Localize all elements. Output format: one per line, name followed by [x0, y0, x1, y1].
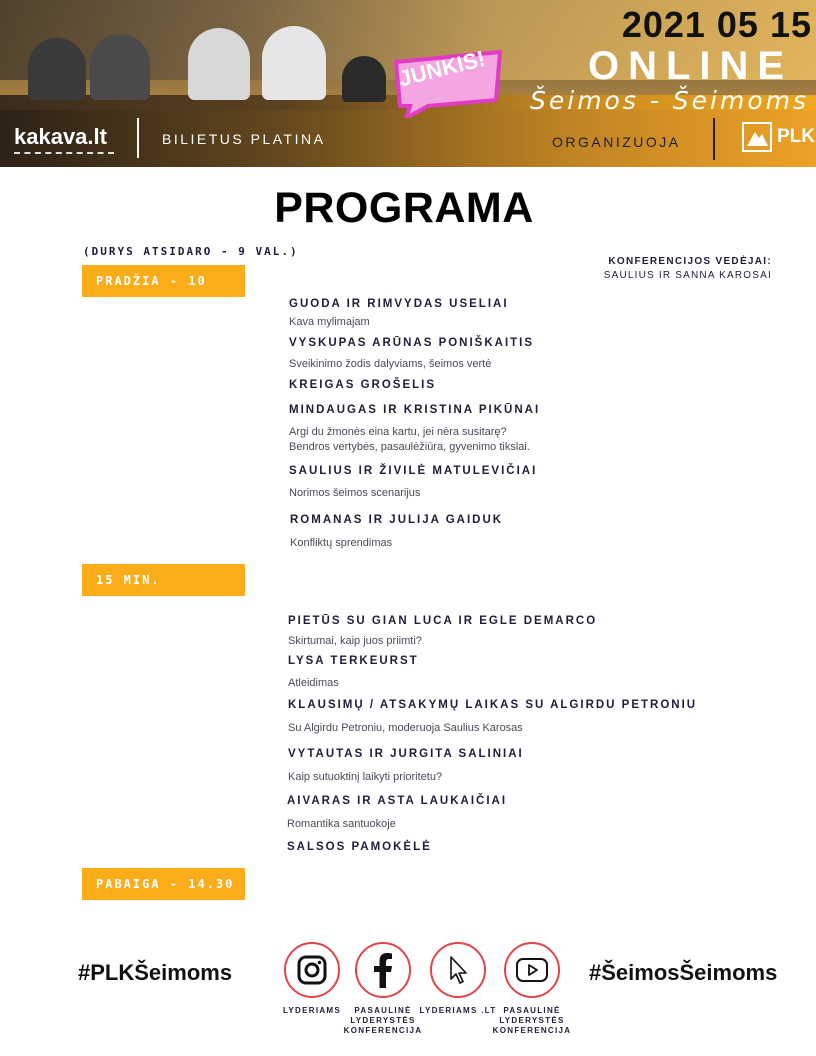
- session-speaker: MINDAUGAS IR KRISTINA PIKŪNAI: [289, 404, 541, 416]
- session-topic: Kaip sutuoktinį laikyti prioritetu?: [288, 771, 443, 783]
- event-date: 2021 05 15: [621, 4, 812, 45]
- youtube-link[interactable]: [504, 942, 560, 998]
- youtube-label: PASAULINĖ LYDERYSTĖS KONFERENCIJA: [492, 1006, 572, 1035]
- website-label: LYDERIAMS .LT: [419, 1006, 497, 1015]
- hashtag-left: #PLKŠeimoms: [78, 960, 233, 985]
- event-online: ONLINE: [588, 44, 794, 88]
- divider: [137, 118, 139, 158]
- shoe-image: [28, 38, 86, 100]
- session-speaker: SAULIUS IR ŽIVILĖ MATULEVIČIAI: [289, 465, 538, 477]
- end-time-badge: PABAIGA - 14.30 VAL.: [82, 868, 245, 900]
- session-topic: Argi du žmonės eina kartu, jei nėra susitarę?: [289, 426, 507, 438]
- header-banner: [0, 0, 816, 167]
- shoe-image: [342, 56, 386, 102]
- session-topic-line2: Bendros vertybės, pasaulėžiūra, gyvenimo tikslai.: [289, 441, 530, 453]
- hashtag-right: #ŠeimosŠeimoms: [589, 960, 778, 985]
- shoe-image: [90, 34, 150, 100]
- session-speaker: AIVARAS IR ASTA LAUKAIČIAI: [287, 795, 508, 807]
- website-link[interactable]: [430, 942, 486, 998]
- shoe-image: [188, 28, 250, 100]
- instagram-icon: [296, 954, 328, 986]
- hosts-label: KONFERENCIJOS VEDĖJAI:: [608, 256, 772, 267]
- plk-logo-icon: [742, 122, 772, 152]
- session-speaker: LYSA TERKEURST: [288, 655, 419, 667]
- session-speaker: PIETŪS SU GIAN LUCA IR EGLE DEMARCO: [288, 615, 598, 627]
- junkis-label: JUNKIS!: [396, 45, 488, 92]
- session-topic: Skirtumai, kaip juos priimti?: [288, 635, 422, 647]
- hosts-names: SAULIUS IR SANNA KAROSAI: [603, 270, 772, 281]
- instagram-link[interactable]: [284, 942, 340, 998]
- facebook-label: PASAULINĖ LYDERYSTĖS KONFERENCIJA: [343, 1006, 423, 1035]
- banner-bottom-strip: [0, 110, 816, 167]
- tickets-label: BILIETUS PLATINA: [162, 131, 326, 147]
- session-topic: Sveikinimo žodis dalyviams, šeimos vertė: [289, 358, 492, 370]
- session-topic: Kava mylimajam: [289, 316, 370, 328]
- session-speaker: VYTAUTAS IR JURGITA SALINIAI: [288, 748, 524, 760]
- cursor-icon: [445, 955, 471, 985]
- divider: [713, 118, 715, 160]
- session-topic: Su Algirdu Petroniu, moderuoja Saulius Karosas: [288, 722, 523, 734]
- youtube-icon: [515, 957, 549, 983]
- page-title: PROGRAMA: [274, 184, 534, 232]
- organizer-label: ORGANIZUOJA: [552, 134, 681, 150]
- instagram-label: LYDERIAMS: [282, 1006, 342, 1015]
- session-topic: Konfliktų sprendimas: [290, 537, 393, 549]
- session-topic: Norimos šeimos scenarijus: [289, 487, 421, 499]
- break-badge: 15 MIN. PERTRAUKA: [82, 564, 245, 596]
- kakava-logo: kakava.lt: [14, 124, 107, 149]
- session-topic: Atleidimas: [288, 677, 339, 689]
- session-speaker: KLAUSIMŲ / ATSAKYMŲ LAIKAS SU ALGIRDU PETRONIU: [288, 699, 698, 711]
- event-subtitle: Šeimos - Šeimoms: [530, 86, 810, 115]
- doors-open-note: (DURYS ATSIDARO - 9 VAL.): [83, 245, 299, 258]
- facebook-icon: [369, 952, 397, 988]
- session-speaker: VYSKUPAS ARŪNAS PONIŠKAITIS: [289, 337, 535, 349]
- plk-logo-text: PLK: [777, 126, 815, 147]
- session-speaker: SALSOS PAMOKĖLĖ: [287, 841, 432, 853]
- session-speaker: KREIGAS GROŠELIS: [289, 379, 437, 391]
- session-speaker: GUODA IR RIMVYDAS USELIAI: [289, 298, 509, 310]
- start-time-badge: PRADŽIA - 10 VAL.: [82, 265, 245, 297]
- facebook-link[interactable]: [355, 942, 411, 998]
- shoe-image: [262, 26, 326, 100]
- session-speaker: ROMANAS IR JULIJA GAIDUK: [290, 514, 504, 526]
- session-topic: Romantika santuokoje: [287, 818, 396, 830]
- kakava-underline: [14, 152, 114, 154]
